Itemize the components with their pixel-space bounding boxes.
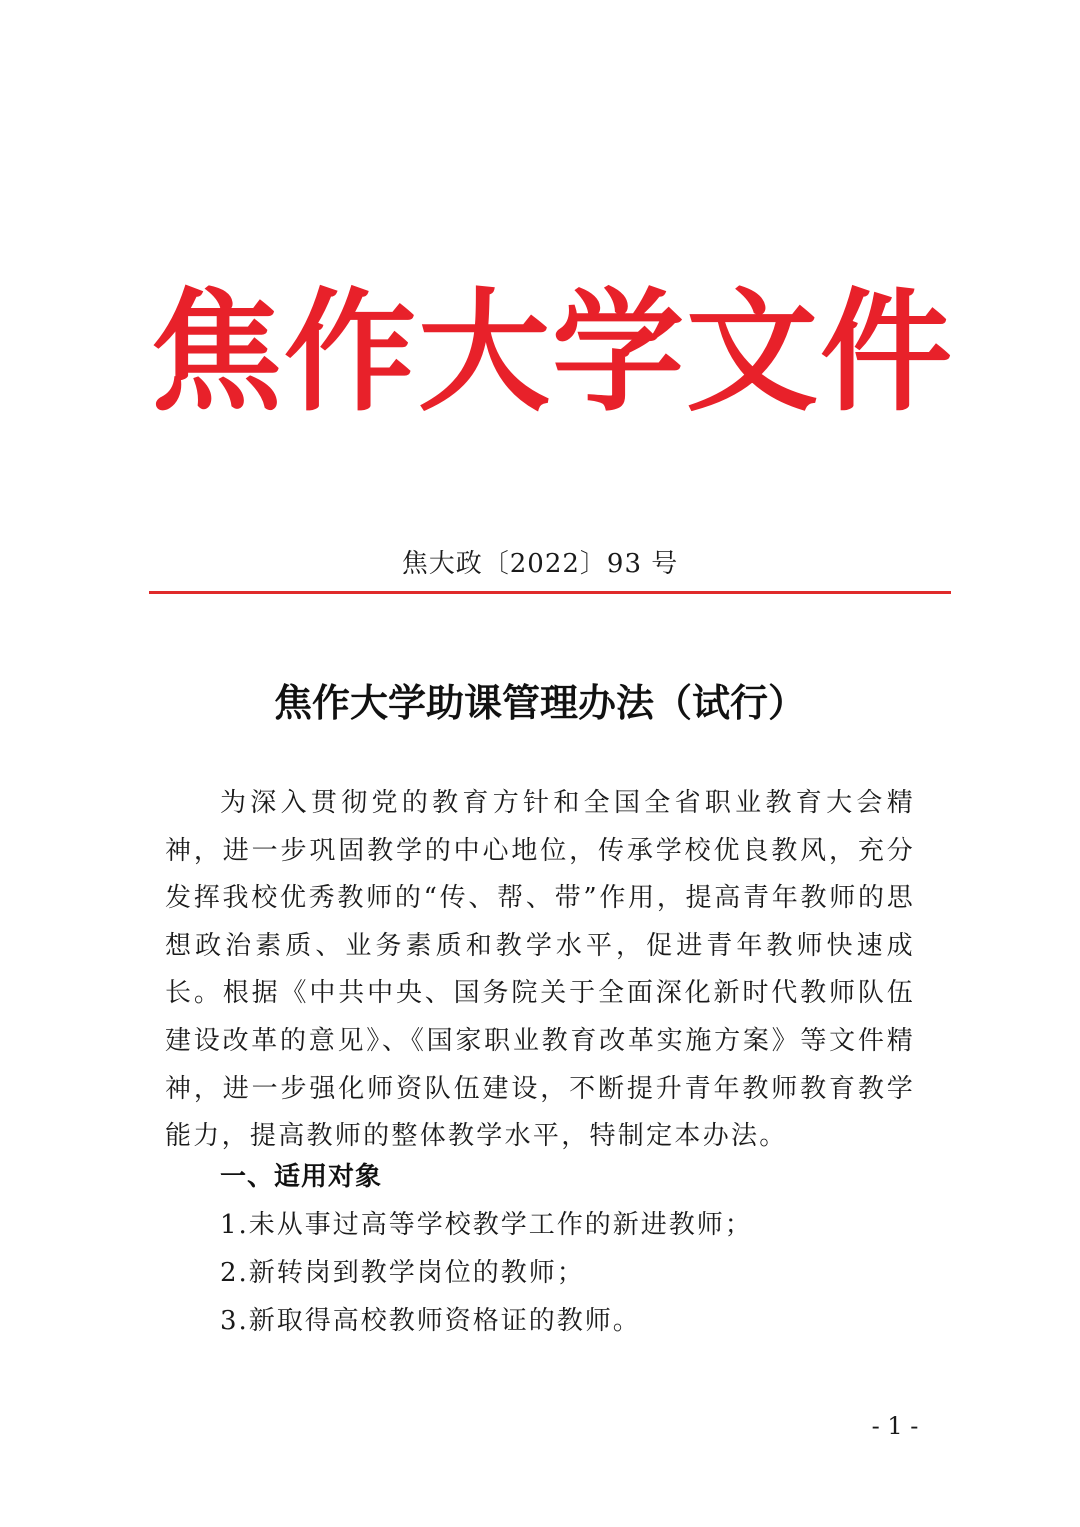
- masthead-char: 文: [686, 275, 818, 430]
- red-divider-line: [149, 591, 951, 594]
- masthead-char: 大: [418, 275, 550, 430]
- masthead-char: 作: [284, 275, 416, 430]
- list-item: 2.新转岗到教学岗位的教师；: [220, 1258, 585, 1288]
- document-number: 焦大政〔2022〕93 号: [401, 549, 679, 579]
- masthead-char: 焦: [150, 275, 282, 430]
- document-title: 焦作大学助课管理办法（试行）: [273, 681, 806, 725]
- list-item: 1.未从事过高等学校教学工作的新进教师；: [220, 1210, 753, 1240]
- masthead-char: 学: [552, 275, 684, 430]
- masthead: [150, 275, 952, 430]
- applicable-targets-list: [220, 1201, 753, 1345]
- intro-paragraph: 为深入贯彻党的教育方针和全国全省职业教育大会精神，进一步巩固教学的中心地位，传承学校优良教风，充分发挥我校优秀教师的“传、帮、带”作用，提高青年教师的思想政治素质、业务素质和教学水平，促进青年教师快速成长。根据《中共中央、国务院关于全面深化新时代教师队伍建设改革的意见》、《国家职业教育改革实施方案》等文件精神，进一步强化师资队伍建设，不断提升青年教师教育教学能力，提高教师的整体教学水平，特制定本办法。: [165, 788, 915, 1152]
- list-item: 3.新取得高校教师资格证的教师。: [220, 1306, 641, 1336]
- page-number: - 1 -: [871, 1412, 919, 1440]
- masthead-char: 件: [820, 275, 952, 430]
- section-heading: 一、适用对象: [220, 1162, 383, 1192]
